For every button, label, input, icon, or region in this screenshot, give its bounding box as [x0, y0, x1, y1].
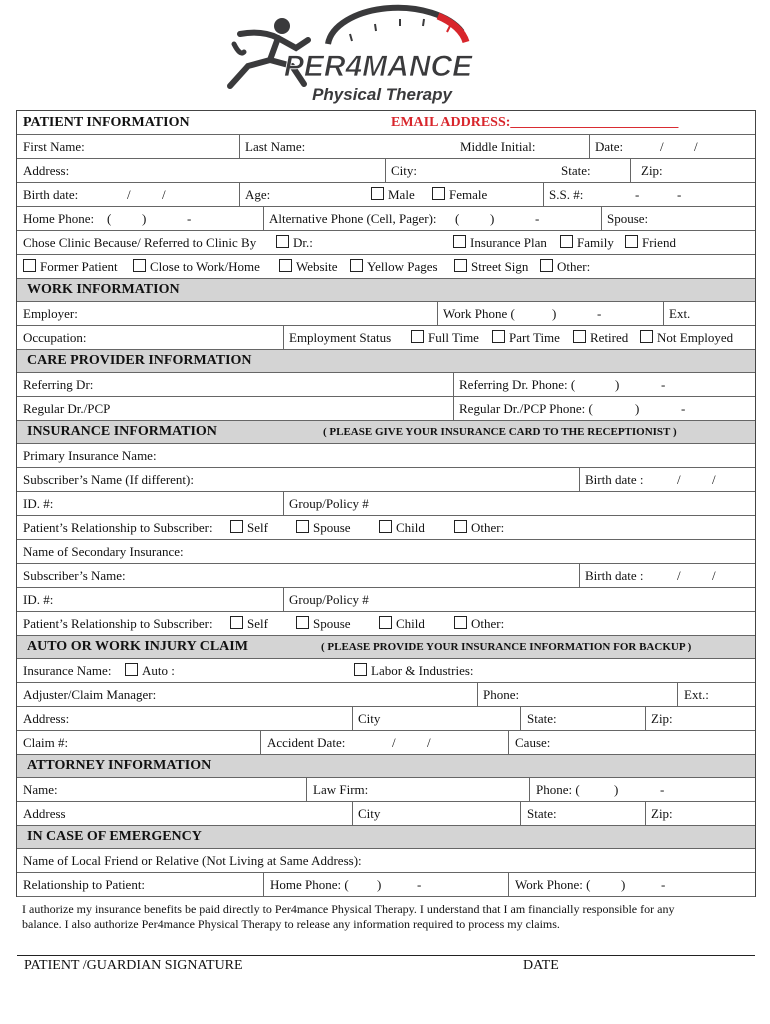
retired-option[interactable]: [573, 326, 628, 349]
part-time-label: Part Time: [509, 330, 560, 345]
subscriber-birth-date-field[interactable]: Birth date :: [585, 472, 644, 487]
care-section-title: CARE PROVIDER INFORMATION: [27, 353, 252, 368]
self-checkbox[interactable]: [230, 616, 243, 629]
date-field[interactable]: Date:: [595, 139, 624, 154]
secondary-id-row: [17, 588, 755, 612]
employer-row: [17, 302, 755, 326]
auto-insurance-row: [17, 659, 755, 683]
full-time-option[interactable]: [411, 326, 479, 349]
law-firm-field[interactable]: Law Firm:: [313, 782, 369, 797]
slash: /: [427, 735, 431, 750]
insurance-card-note: ( PLEASE GIVE YOUR INSURANCE CARD TO THE RECEPTIONIST ): [323, 426, 677, 438]
age-field[interactable]: Age:: [245, 187, 271, 202]
subscriber-name-field[interactable]: Subscriber’s Name (If different):: [23, 472, 194, 487]
secondary-subscriber-field[interactable]: Subscriber’s Name:: [23, 568, 126, 583]
per4mance-logo: [200, 4, 490, 108]
insurance-section-title: INSURANCE INFORMATION: [27, 424, 217, 439]
child-label: Child: [396, 520, 425, 535]
dash: -: [681, 401, 686, 416]
attorney-section-title: ATTORNEY INFORMATION: [27, 758, 212, 773]
insurance-name-field[interactable]: Insurance Name:: [23, 663, 112, 678]
auto-label: Auto :: [142, 663, 175, 678]
other-label: Other:: [471, 520, 505, 535]
referring-dr-phone-field[interactable]: Referring Dr. Phone: (: [459, 377, 576, 392]
relationship-to-patient-field[interactable]: Relationship to Patient:: [23, 877, 146, 892]
date-slash: /: [694, 139, 698, 154]
former-patient-label: Former Patient: [40, 259, 118, 274]
dash: -: [187, 211, 192, 226]
emergency-home-phone-field[interactable]: Home Phone: (: [270, 877, 349, 892]
female-label: Female: [449, 187, 488, 202]
close-to-work-checkbox[interactable]: [133, 259, 146, 272]
id-row: [17, 492, 755, 516]
friend-checkbox[interactable]: [625, 235, 638, 248]
self-checkbox[interactable]: [230, 520, 243, 533]
dash: -: [535, 211, 540, 226]
labor-industries-label: Labor & Industries:: [371, 663, 474, 678]
insurance-header-row: [17, 421, 755, 444]
group-policy-field[interactable]: Group/Policy #: [289, 496, 369, 511]
website-option[interactable]: [279, 255, 338, 278]
former-patient-checkbox[interactable]: [23, 259, 36, 272]
claim-number-field[interactable]: Claim #:: [23, 735, 69, 750]
other-label: Other:: [471, 616, 505, 631]
care-header-row: [17, 350, 755, 373]
insurance-plan-checkbox[interactable]: [453, 235, 466, 248]
family-label: Family: [577, 235, 614, 250]
patient-header-row: [17, 111, 755, 135]
paren: ): [615, 377, 620, 392]
patient-section-title: PATIENT INFORMATION: [23, 115, 190, 130]
relationship-label: Patient’s Relationship to Subscriber:: [23, 520, 213, 535]
signature-date-label: DATE: [523, 958, 559, 973]
slash: /: [712, 568, 716, 583]
attorney-zip-field[interactable]: Zip:: [651, 806, 673, 821]
adjuster-phone-field[interactable]: Phone:: [483, 687, 520, 702]
slash: /: [392, 735, 396, 750]
dash: -: [597, 306, 602, 321]
alternative-phone-field[interactable]: Alternative Phone (Cell, Pager):: [269, 211, 437, 226]
dr-option[interactable]: [276, 231, 313, 254]
emergency-section-title: IN CASE OF EMERGENCY: [27, 829, 202, 844]
slash: /: [712, 472, 716, 487]
child-option[interactable]: [379, 516, 425, 539]
first-name-field[interactable]: First Name:: [23, 139, 85, 154]
slash: /: [677, 472, 681, 487]
employer-field[interactable]: Employer:: [23, 306, 78, 321]
emergency-header-row: [17, 826, 755, 849]
secondary-subscriber-row: [17, 564, 755, 588]
slash: /: [677, 568, 681, 583]
logo-wordmark: PER4MANCE: [283, 50, 473, 83]
female-option[interactable]: [432, 183, 487, 206]
friend-option[interactable]: [625, 231, 676, 254]
secondary-insurance-field[interactable]: Name of Secondary Insurance:: [23, 544, 184, 559]
dash: -: [417, 877, 422, 892]
occupation-row: [17, 326, 755, 350]
paren: ): [635, 401, 640, 416]
paren: (: [107, 211, 112, 226]
last-name-field[interactable]: Last Name:: [245, 139, 306, 154]
family-option[interactable]: [560, 231, 614, 254]
other-checkbox[interactable]: [454, 616, 467, 629]
cause-field[interactable]: Cause:: [515, 735, 551, 750]
male-label: Male: [388, 187, 415, 202]
auto-section-title: AUTO OR WORK INJURY CLAIM: [27, 639, 248, 654]
spouse-checkbox[interactable]: [296, 520, 309, 533]
paren: (: [455, 211, 460, 226]
relationship-label: Patient’s Relationship to Subscriber:: [23, 616, 213, 631]
paren: ): [614, 782, 619, 797]
other-option[interactable]: [454, 612, 504, 635]
street-sign-label: Street Sign: [471, 259, 529, 274]
yellow-pages-label: Yellow Pages: [367, 259, 438, 274]
signature-line[interactable]: [17, 955, 755, 956]
attorney-phone-field[interactable]: Phone: (: [536, 782, 580, 797]
address-field[interactable]: Address:: [23, 163, 70, 178]
paren: ): [142, 211, 147, 226]
claim-city-field[interactable]: City: [358, 711, 381, 726]
phone-row: [17, 207, 755, 231]
subscriber-row: [17, 468, 755, 492]
other-checkbox[interactable]: [454, 520, 467, 533]
labor-industries-option[interactable]: [354, 659, 474, 682]
male-option[interactable]: [371, 183, 415, 206]
signature-label: PATIENT /GUARDIAN SIGNATURE: [24, 958, 243, 973]
close-to-work-option[interactable]: [133, 255, 260, 278]
attorney-name-field[interactable]: Name:: [23, 782, 58, 797]
part-time-option[interactable]: [492, 326, 560, 349]
referring-dr-field[interactable]: Referring Dr:: [23, 377, 94, 392]
retired-label: Retired: [590, 330, 629, 345]
self-label: Self: [247, 616, 268, 631]
yellow-pages-option[interactable]: [350, 255, 438, 278]
not-employed-option[interactable]: [640, 326, 733, 349]
ss-dash: -: [635, 187, 640, 202]
auto-header-row: [17, 636, 755, 659]
attorney-name-row: [17, 778, 755, 802]
other-option[interactable]: [454, 516, 504, 539]
home-phone-field[interactable]: Home Phone:: [23, 211, 95, 226]
secondary-birth-date-field[interactable]: Birth date :: [585, 568, 644, 583]
dash: -: [661, 877, 666, 892]
attorney-header-row: [17, 755, 755, 778]
regular-dr-field[interactable]: Regular Dr./PCP: [23, 401, 111, 416]
adjuster-ext-field[interactable]: Ext.:: [684, 687, 709, 702]
ss-number-field[interactable]: S.S. #:: [549, 187, 584, 202]
claim-zip-field[interactable]: Zip:: [651, 711, 673, 726]
secondary-id-field[interactable]: ID. #:: [23, 592, 54, 607]
occupation-field[interactable]: Occupation:: [23, 330, 87, 345]
yellow-pages-checkbox[interactable]: [350, 259, 363, 272]
backup-note: ( PLEASE PROVIDE YOUR INSURANCE INFORMATION FOR BACKUP ): [321, 641, 692, 653]
work-phone-field[interactable]: Work Phone (: [443, 306, 515, 321]
spouse-label: Spouse: [313, 616, 351, 631]
retired-checkbox[interactable]: [573, 330, 586, 343]
attorney-city-field[interactable]: City: [358, 806, 381, 821]
website-label: Website: [296, 259, 338, 274]
dash: -: [660, 782, 665, 797]
website-checkbox[interactable]: [279, 259, 292, 272]
family-checkbox[interactable]: [560, 235, 573, 248]
full-time-checkbox[interactable]: [411, 330, 424, 343]
paren: ): [621, 877, 626, 892]
relationship-patient-row: [17, 873, 755, 897]
claim-address-field[interactable]: Address:: [23, 711, 70, 726]
ext-field[interactable]: Ext.: [669, 306, 691, 321]
primary-insurance-row: [17, 444, 755, 468]
work-section-title: WORK INFORMATION: [27, 282, 180, 297]
friend-label: Friend: [642, 235, 676, 250]
chose-clinic-label: Chose Clinic Because/ Referred to Clinic By: [23, 235, 257, 250]
secondary-relationship-row: [17, 612, 755, 636]
child-checkbox[interactable]: [379, 616, 392, 629]
spouse-option[interactable]: [296, 612, 351, 635]
part-time-checkbox[interactable]: [492, 330, 505, 343]
patient-form: [16, 110, 756, 897]
name-row: [17, 135, 755, 159]
dash: -: [661, 377, 666, 392]
secondary-insurance-row: [17, 540, 755, 564]
adjuster-row: [17, 683, 755, 707]
local-friend-row: [17, 849, 755, 873]
self-option[interactable]: [230, 612, 268, 635]
employment-status-label: Employment Status: [289, 330, 392, 345]
state-field[interactable]: State:: [561, 163, 591, 178]
ss-dash: -: [677, 187, 682, 202]
paren: ): [490, 211, 495, 226]
regular-dr-row: [17, 397, 755, 421]
attorney-state-field[interactable]: State:: [527, 806, 557, 821]
child-label: Child: [396, 616, 425, 631]
spouse-option[interactable]: [296, 516, 351, 539]
date-slash: /: [660, 139, 664, 154]
work-header-row: [17, 279, 755, 302]
birth-slash: /: [127, 187, 131, 202]
not-employed-label: Not Employed: [657, 330, 734, 345]
birth-slash: /: [162, 187, 166, 202]
self-label: Self: [247, 520, 268, 535]
relationship-row: [17, 516, 755, 540]
insurance-plan-label: Insurance Plan: [470, 235, 547, 250]
paren: ): [552, 306, 557, 321]
referral-row: [17, 231, 755, 255]
street-sign-checkbox[interactable]: [454, 259, 467, 272]
street-sign-option[interactable]: [454, 255, 528, 278]
self-option[interactable]: [230, 516, 268, 539]
auto-option[interactable]: [125, 659, 175, 682]
other-label: Other:: [557, 259, 591, 274]
attorney-address-field[interactable]: Address: [23, 806, 66, 821]
claim-number-row: [17, 731, 755, 755]
labor-industries-checkbox[interactable]: [354, 663, 367, 676]
other-checkbox[interactable]: [540, 259, 553, 272]
male-checkbox[interactable]: [371, 187, 384, 200]
logo-subtitle: Physical Therapy: [312, 85, 452, 104]
regular-dr-phone-field[interactable]: Regular Dr./PCP Phone: (: [459, 401, 593, 416]
former-patient-option[interactable]: [23, 255, 118, 278]
authorization-line: balance. I also authorize Per4mance Physical Therapy to release any information required to process my claims.: [22, 917, 560, 931]
spouse-field[interactable]: Spouse:: [607, 211, 649, 226]
primary-insurance-field[interactable]: Primary Insurance Name:: [23, 448, 157, 463]
emergency-work-phone-field[interactable]: Work Phone: (: [515, 877, 591, 892]
other-option[interactable]: [540, 255, 590, 278]
address-row: [17, 159, 755, 183]
close-to-work-label: Close to Work/Home: [150, 259, 260, 274]
attorney-address-row: [17, 802, 755, 826]
child-option[interactable]: [379, 612, 425, 635]
city-field[interactable]: City:: [391, 163, 418, 178]
not-employed-checkbox[interactable]: [640, 330, 653, 343]
paren: ): [377, 877, 382, 892]
child-checkbox[interactable]: [379, 520, 392, 533]
secondary-group-field[interactable]: Group/Policy #: [289, 592, 369, 607]
birth-row: [17, 183, 755, 207]
dr-label: Dr.:: [293, 235, 313, 250]
birth-date-field[interactable]: Birth date:: [23, 187, 79, 202]
referral-source-row: [17, 255, 755, 279]
claim-state-field[interactable]: State:: [527, 711, 557, 726]
id-field[interactable]: ID. #:: [23, 496, 54, 511]
authorization-statement: [22, 902, 742, 932]
middle-initial-field[interactable]: Middle Initial:: [460, 139, 536, 154]
authorization-line: I authorize my insurance benefits be paid directly to Per4mance Physical Therapy. I understand that I am financially responsible for any: [22, 902, 675, 916]
adjuster-field[interactable]: Adjuster/Claim Manager:: [23, 687, 157, 702]
full-time-label: Full Time: [428, 330, 479, 345]
local-friend-field[interactable]: Name of Local Friend or Relative (Not Living at Same Address):: [23, 853, 362, 868]
auto-checkbox[interactable]: [125, 663, 138, 676]
spouse-label: Spouse: [313, 520, 351, 535]
insurance-plan-option[interactable]: [453, 231, 547, 254]
referring-dr-row: [17, 373, 755, 397]
claim-address-row: [17, 707, 755, 731]
spouse-checkbox[interactable]: [296, 616, 309, 629]
email-address-field[interactable]: EMAIL ADDRESS:________________________: [391, 115, 679, 130]
accident-date-field[interactable]: Accident Date:: [267, 735, 346, 750]
female-checkbox[interactable]: [432, 187, 445, 200]
zip-field[interactable]: Zip:: [641, 163, 663, 178]
dr-checkbox[interactable]: [276, 235, 289, 248]
